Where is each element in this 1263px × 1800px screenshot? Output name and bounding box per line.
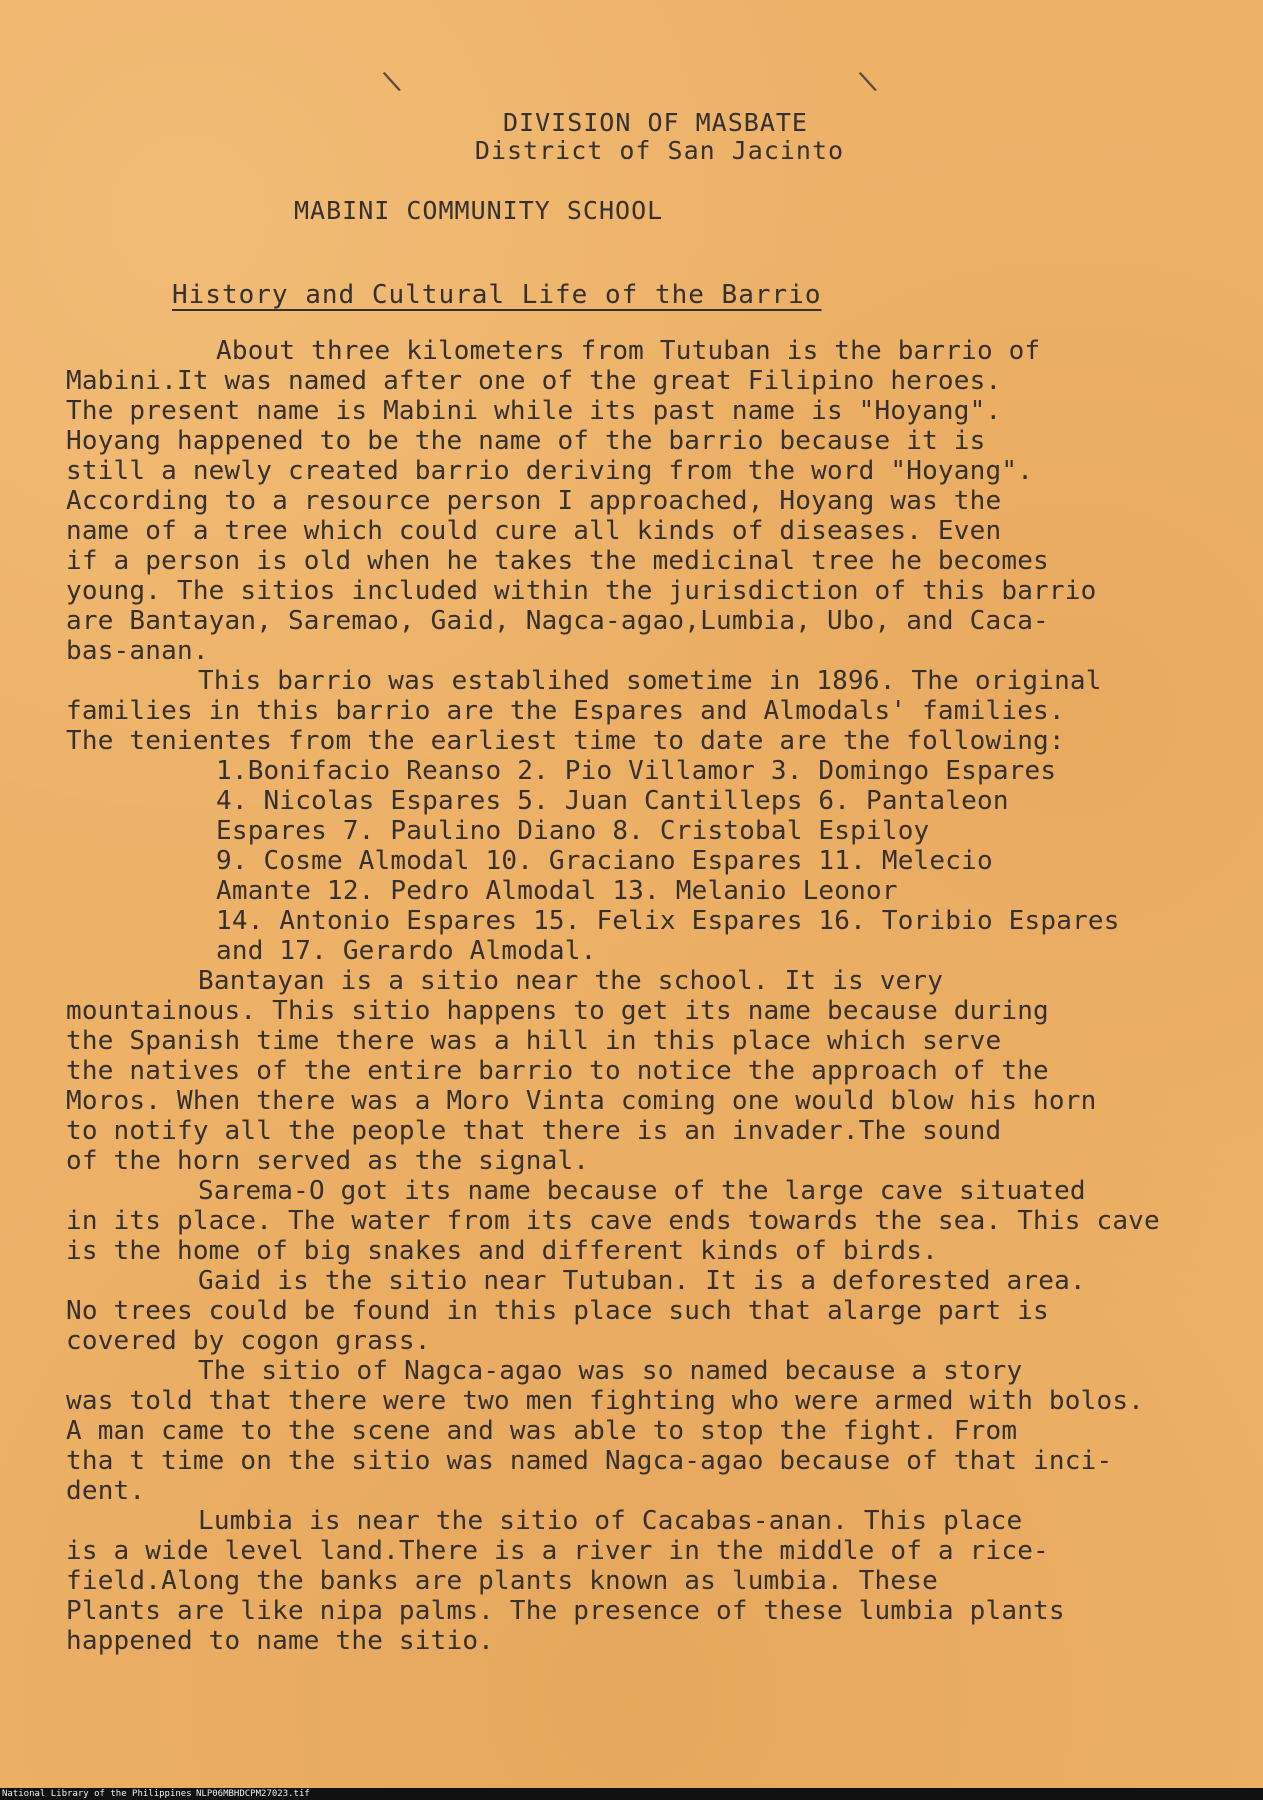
text-line: Hoyang happened to be the name of the barrio because it is bbox=[66, 426, 986, 456]
list-line: 1.Bonifacio Reanso 2. Pio Villamor 3. Domingo Espares bbox=[216, 756, 1057, 786]
text-line: was told that there were two men fighting who were armed with bolos. bbox=[66, 1386, 1145, 1416]
text-line: Sarema-O got its name because of the large cave situated bbox=[198, 1176, 1086, 1206]
footer-filename: NLP06MBHDCPM27023.tif bbox=[196, 1789, 310, 1799]
text-line: covered by cogon grass. bbox=[66, 1326, 431, 1356]
text-line: dent. bbox=[66, 1476, 146, 1506]
text-line: No trees could be found in this place such that alarge part is bbox=[66, 1296, 1049, 1326]
text-line: the natives of the entire barrio to notice the approach of the bbox=[66, 1056, 1049, 1086]
school-heading: MABINI COMMUNITY SCHOOL bbox=[294, 196, 664, 225]
text-line: The present name is Mabini while its past name is "Hoyang". bbox=[66, 396, 1002, 426]
text-line: is a wide level land.There is a river in the middle of a rice- bbox=[66, 1536, 1049, 1566]
text-line: The tenientes from the earliest time to date are the following: bbox=[66, 726, 1065, 756]
text-line: young. The sitios included within the jurisdiction of this barrio bbox=[66, 576, 1097, 606]
text-line: to notify all the people that there is an invader.The sound bbox=[66, 1116, 1002, 1146]
text-line: happened to name the sitio. bbox=[66, 1626, 495, 1656]
text-line: This barrio was establihed sometime in 1896. The original bbox=[198, 666, 1102, 696]
scan-footer bbox=[0, 1788, 1263, 1800]
pin-mark-icon: ∖ bbox=[375, 63, 406, 102]
list-line: Amante 12. Pedro Almodal 13. Melanio Leonor bbox=[216, 876, 898, 906]
body-text bbox=[66, 336, 1216, 1656]
text-line: mountainous. This sitio happens to get its name because during bbox=[66, 996, 1049, 1026]
text-line: Gaid is the sitio near Tutuban. It is a deforested area. bbox=[198, 1266, 1086, 1296]
text-line: A man came to the scene and was able to stop the fight. From bbox=[66, 1416, 1018, 1446]
text-line: in its place. The water from its cave ends towards the sea. This cave bbox=[66, 1206, 1160, 1236]
text-line: Moros. When there was a Moro Vinta coming one would blow his horn bbox=[66, 1086, 1097, 1116]
text-line: still a newly created barrio deriving from the word "Hoyang". bbox=[66, 456, 1034, 486]
district-heading: District of San Jacinto bbox=[474, 136, 845, 165]
text-line: are Bantayan, Saremao, Gaid, Nagca-agao,Lumbia, Ubo, and Caca- bbox=[66, 606, 1049, 636]
pin-mark-icon: ∖ bbox=[851, 63, 882, 102]
text-line: of the horn served as the signal. bbox=[66, 1146, 590, 1176]
text-line: Bantayan is a sitio near the school. It is very bbox=[198, 966, 944, 996]
text-line: if a person is old when he takes the medicinal tree he becomes bbox=[66, 546, 1049, 576]
list-line: 9. Cosme Almodal 10. Graciano Espares 11. Melecio bbox=[216, 846, 993, 876]
text-line: About three kilometers from Tutuban is the barrio of bbox=[216, 336, 1041, 366]
list-line: 14. Antonio Espares 15. Felix Espares 16. Toribio Espares bbox=[216, 906, 1120, 936]
text-line: The sitio of Nagca-agao was so named because a story bbox=[198, 1356, 1023, 1386]
text-line: Mabini.It was named after one of the great Filipino heroes. bbox=[66, 366, 1002, 396]
list-line: and 17. Gerardo Almodal. bbox=[216, 936, 597, 966]
text-line: bas-anan. bbox=[66, 636, 209, 666]
division-heading: DIVISION OF MASBATE bbox=[503, 108, 808, 137]
list-line: Espares 7. Paulino Diano 8. Cristobal Espiloy bbox=[216, 816, 930, 846]
text-line: the Spanish time there was a hill in this place which serve bbox=[66, 1026, 1002, 1056]
text-line: tha t time on the sitio was named Nagca-agao because of that inci- bbox=[66, 1446, 1113, 1476]
document-title: History and Cultural Life of the Barrio bbox=[172, 280, 822, 310]
text-line: Lumbia is near the sitio of Cacabas-anan. This place bbox=[198, 1506, 1023, 1536]
text-line: name of a tree which could cure all kinds of diseases. Even bbox=[66, 516, 1002, 546]
list-line: 4. Nicolas Espares 5. Juan Cantilleps 6. Pantaleon bbox=[216, 786, 1009, 816]
text-line: field.Along the banks are plants known as lumbia. These bbox=[66, 1566, 938, 1596]
footer-library: National Library of the Philippines bbox=[2, 1789, 192, 1799]
text-line: According to a resource person I approached, Hoyang was the bbox=[66, 486, 1002, 516]
text-line: Plants are like nipa palms. The presence of these lumbia plants bbox=[66, 1596, 1065, 1626]
text-line: families in this barrio are the Espares and Almodals' families. bbox=[66, 696, 1065, 726]
text-line: is the home of big snakes and different kinds of birds. bbox=[66, 1236, 938, 1266]
